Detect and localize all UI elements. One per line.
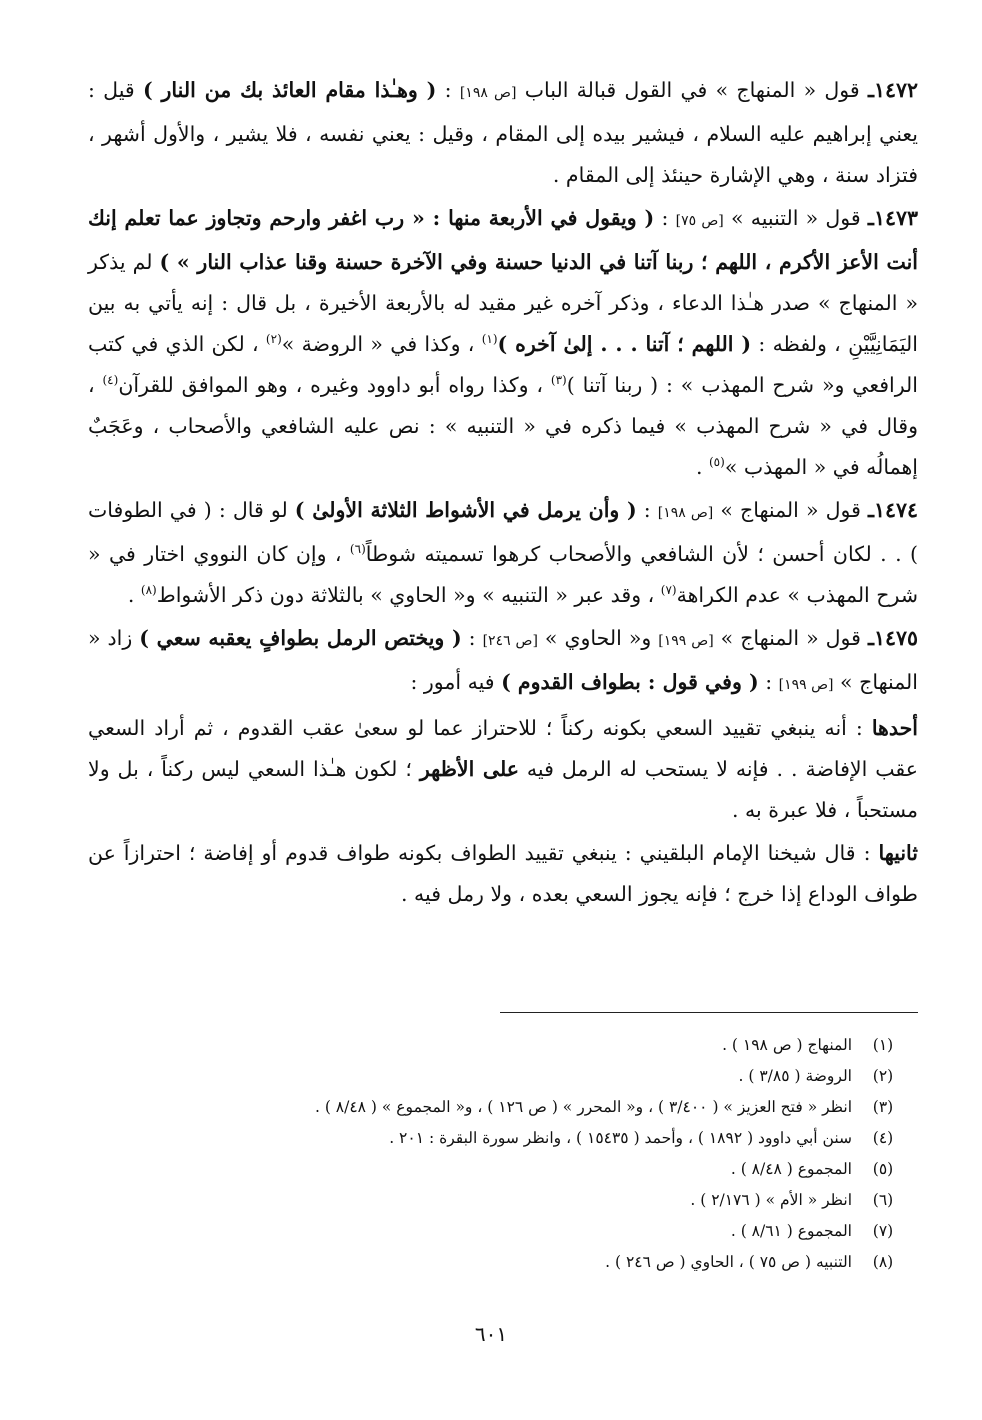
- text: ، لكن الذي في كتب الرافعي و« شرح المهذب » : ( ربنا آتنا ): [88, 332, 918, 397]
- entry-number: ١٤٧٢ـ: [867, 78, 918, 102]
- text: و« الحاوي »: [537, 626, 659, 650]
- text: قول « التنبيه »: [723, 206, 868, 230]
- footnote: [88, 1216, 918, 1247]
- page-reference: [ص ١٩٩]: [778, 677, 834, 693]
- text: قول « المنهاج »: [713, 498, 868, 522]
- text: ، وقال في « شرح المهذب » فيما ذكره في « التنبيه » : نص عليه الشافعي والأصحاب ، وعَجَبٌ إهمالُه في « المهذب »: [88, 373, 918, 479]
- footnote: [88, 1030, 918, 1061]
- footnote-separator: [500, 1012, 918, 1013]
- text: ، وقد عبر « التنبيه » و« الحاوي » بالثلاثة دون ذكر الأشواط: [156, 583, 661, 607]
- footnote: [88, 1154, 918, 1185]
- footnote-marker: (٣): [550, 373, 567, 388]
- footnote-number: (٨): [872, 1253, 894, 1271]
- footnote-number: (٧): [872, 1222, 894, 1240]
- entry-number: ١٤٧٤ـ: [867, 498, 919, 522]
- entry-number: ١٤٧٥ـ: [867, 626, 918, 650]
- paragraph-1475: [88, 618, 918, 706]
- quoted-matn: ( ويختص الرمل بطوافٍ يعقبه سعي ): [139, 626, 462, 650]
- text: لم يذكر « المنهاج » صدر هـٰذا الدعاء ، وذكر آخره غير مقيد له بالأربعة الأخيرة ، بل قال : إنه يأتي به بين اليَمَانِيَّيْنِ ، ولفظه :: [88, 250, 918, 356]
- text: :: [758, 670, 779, 694]
- text: ، وكذا في « الروضة »: [281, 332, 482, 356]
- footnote-text: المنهاج ( ص ١٩٨ ) .: [722, 1036, 852, 1054]
- text: ، وإن كان النووي اختار في « شرح المهذب » عدم الكراهة: [88, 542, 918, 607]
- point-lead: ثانيها: [878, 841, 918, 865]
- footnote-marker: (٧): [660, 583, 677, 598]
- footnote-number: (٦): [872, 1191, 894, 1209]
- quoted-matn: ( وهـٰذا مقام العائذ بك من النار ): [142, 78, 437, 102]
- text: .: [695, 455, 709, 479]
- bold-phrase: على الأظهر: [419, 757, 519, 781]
- page-reference: [ص ٢٤٦]: [482, 633, 538, 649]
- footnote: [88, 1061, 918, 1092]
- footnote-number: (١): [872, 1036, 894, 1054]
- footnote-text: التنبيه ( ص ٧٥ ) ، الحاوي ( ص ٢٤٦ ) .: [605, 1253, 852, 1271]
- text: ؛ لكون هـٰذا السعي ليس ركناً ، بل ولا مستحباً ، فلا عبرة به .: [88, 757, 918, 822]
- paragraph-1473: [88, 198, 918, 488]
- footnote-text: المجموع ( ٨/٤٨ ) .: [730, 1160, 852, 1178]
- text: فيه أمور :: [410, 670, 502, 694]
- page-body: [88, 70, 918, 915]
- quoted-matn: ( وأن يرمل في الأشواط الثلاثة الأولىٰ ): [294, 498, 637, 522]
- entry-number: ١٤٧٣ـ: [867, 206, 918, 230]
- footnote-marker: (١): [481, 332, 498, 347]
- footnotes: [88, 1030, 918, 1278]
- quoted-matn: ( اللهم ؛ آتنا . . . إلىٰ آخره ): [497, 332, 752, 356]
- quoted-matn: ( وفي قول : بطواف القدوم ): [501, 670, 759, 694]
- text: :: [654, 206, 676, 230]
- text: : أنه ينبغي تقييد السعي بكونه ركناً ؛ للاحتراز عما لو سعىٰ عقب القدوم ، ثم أراد السعي عقب الإفاضة . . فإنه لا يستحب له الرمل فيه: [88, 716, 918, 781]
- text: :: [461, 626, 483, 650]
- text: :: [636, 498, 658, 522]
- text: ، وكذا رواه أبو داوود وغيره ، وهو الموافق للقرآن: [118, 373, 551, 397]
- footnote: [88, 1247, 918, 1278]
- footnote-text: المجموع ( ٨/٦١ ) .: [730, 1222, 852, 1240]
- quoted-matn: ( ويقول في الأربعة منها : « رب اغفر وارحم وتجاوز عما تعلم إنك أنت الأعز الأكرم ، اللهم ؛ ربنا آتنا في الدنيا حسنة وفي الآخرة حسنة وقنا عذاب النار » ): [88, 206, 918, 274]
- footnote-number: (٢): [872, 1067, 894, 1085]
- paragraph-1474: [88, 490, 918, 616]
- footnote-marker: (٦): [349, 542, 366, 557]
- point-lead: أحدها: [871, 716, 918, 740]
- footnote-text: الروضة ( ٣/٨٥ ) .: [738, 1067, 852, 1085]
- text: .: [127, 583, 141, 607]
- text: زاد « المنهاج »: [88, 626, 918, 694]
- paragraph-1472: [88, 70, 918, 196]
- footnote-marker: (٤): [102, 373, 119, 388]
- footnote-number: (٥): [872, 1160, 894, 1178]
- footnote: [88, 1123, 918, 1154]
- page-reference: [ص ١٩٨]: [459, 85, 517, 101]
- page-reference: [ص ١٩٨]: [657, 505, 714, 521]
- footnote-text: انظر « الأم » ( ٢/١٧٦ ) .: [690, 1191, 852, 1209]
- footnote-number: (٣): [872, 1098, 894, 1116]
- text: : قال شيخنا الإمام البلقيني : ينبغي تقييد الطواف بكونه طواف قدوم أو إفاضة ؛ احترازاً عن طواف الوداع إذا خرج ؛ فإنه يجوز السعي بعده ، ولا رمل فيه .: [88, 841, 918, 906]
- footnote-number: (٤): [872, 1129, 894, 1147]
- paragraph-second-point: [88, 833, 918, 915]
- text: قول « المنهاج » في القول قبالة الباب: [516, 78, 868, 102]
- footnote-marker: (٢): [265, 332, 282, 347]
- footnote: [88, 1185, 918, 1216]
- paragraph-first-point: [88, 708, 918, 831]
- footnote: [88, 1092, 918, 1123]
- footnote-text: سنن أبي داوود ( ١٨٩٢ ) ، وأحمد ( ١٥٤٣٥ ) ، وانظر سورة البقرة : ٢٠١ .: [389, 1129, 852, 1147]
- page-reference: [ص ١٩٩]: [658, 633, 714, 649]
- page-reference: [ص ٧٥]: [675, 213, 724, 229]
- footnote-marker: (٨): [140, 583, 157, 598]
- text: قول « المنهاج »: [713, 626, 868, 650]
- page-number: ٦٠١: [474, 1322, 508, 1346]
- text: :: [436, 78, 460, 102]
- footnote-text: انظر « فتح العزيز » ( ٣/٤٠٠ ) ، و« المحرر » ( ص ١٢٦ ) ، و« المجموع » ( ٨/٤٨ ) .: [314, 1098, 852, 1116]
- footnote-marker: (٥): [708, 455, 725, 470]
- text: قيل : يعني إبراهيم عليه السلام ، فيشير بيده إلى المقام ، وقيل : يعني نفسه ، فلا يشير ، والأول أشهر ، فتزاد سنة ، وهي الإشارة حينئذ إلى المقام .: [88, 78, 918, 187]
- text: لو قال : ( في الطوفات ) . . لكان أحسن ؛ لأن الشافعي والأصحاب كرهوا تسميته شوطاً: [88, 498, 918, 566]
